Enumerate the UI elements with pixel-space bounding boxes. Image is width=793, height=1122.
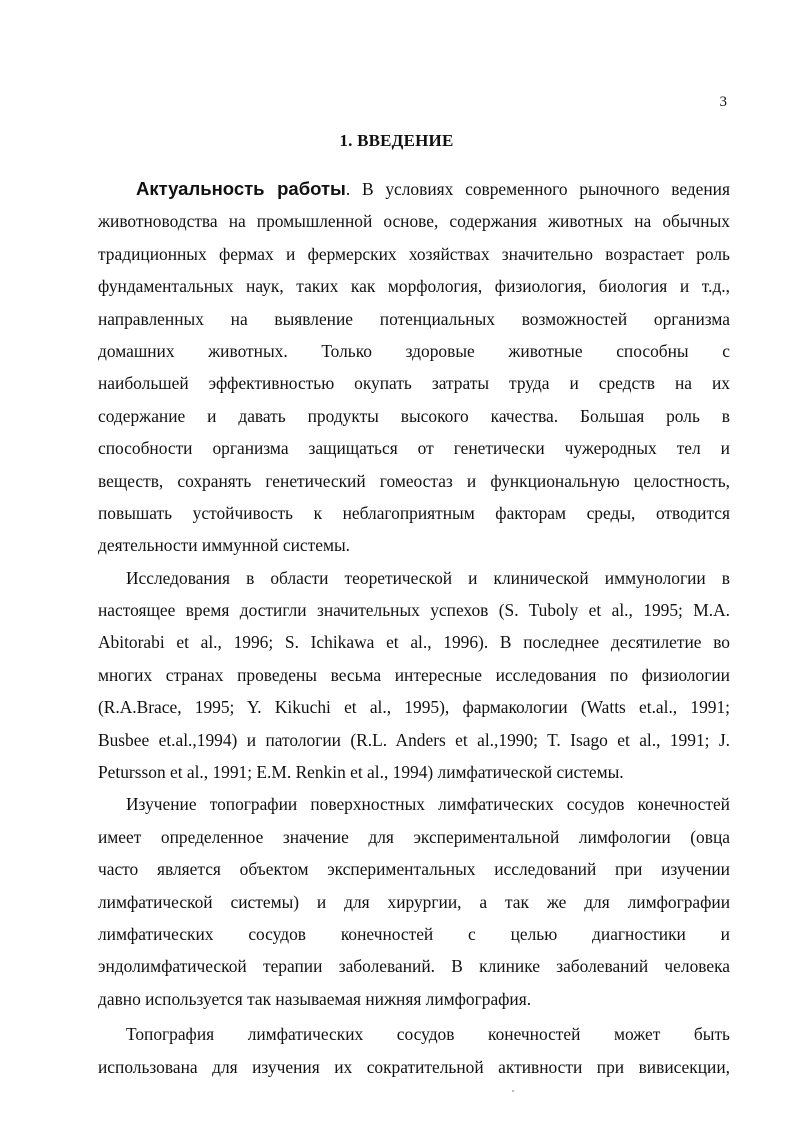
paragraph-1-line-1: Актуальность работы. В условиях современного рыночного ведения: [136, 178, 730, 199]
paragraph-1-line: фундаментальных наук, таких как морфология, физиология, биология и т.д.,: [98, 276, 730, 297]
paragraph-2-line: Abitorabi et al., 1996; S. Ichikawa et al., 1996). В последнее десятилетие во: [98, 632, 730, 653]
paragraph-1-line: деятельности иммунной системы.: [98, 535, 350, 556]
paragraph-1-line: повышать устойчивость к неблагоприятным факторам среды, отводится: [98, 502, 730, 523]
paragraph-1-line: направленных на выявление потенциальных возможностей организма: [98, 308, 730, 329]
paragraph-3-line: Изучение топографии поверхностных лимфатических сосудов конечностей: [126, 794, 730, 815]
paragraph-2-line: настоящее время достигли значительных успехов (S. Tuboly et al., 1995; M.A.: [98, 600, 730, 621]
paragraph-1-line: веществ, сохранять генетический гомеостаз и функциональную целостность,: [98, 470, 730, 491]
paragraph-3-line: лимфатических сосудов конечностей с целью диагностики и: [98, 923, 730, 944]
body-text: [98, 173, 730, 1083]
section-heading: 1. ВВЕДЕНИЕ: [339, 131, 454, 150]
paragraph-3-line: давно используется так называемая нижняя лимфография.: [98, 988, 532, 1009]
paragraph-2-line: Исследования в области теоретической и клинической иммунологии в: [126, 567, 730, 588]
page-number: 3: [719, 94, 727, 110]
paragraph-1-line: способности организма защищаться от генетически чужеродных тел и: [98, 438, 730, 459]
paragraph-1-line: животноводства на промышленной основе, содержания животных на обычных: [98, 211, 730, 232]
paragraph-1-line: содержание и давать продукты высокого качества. Большая роль в: [98, 405, 730, 426]
paragraph-3-line: имеет определенное значение для экспериментальной лимфологии (овца: [98, 826, 730, 847]
paragraph-3-line: эндолимфатической терапии заболеваний. В клинике заболеваний человека: [98, 956, 730, 977]
paragraph-4-line: Топография лимфатических сосудов конечностей может быть: [126, 1024, 730, 1045]
paragraph-2-line: многих странах проведены весьма интересные исследования по физиологии: [98, 664, 730, 685]
lead-phrase: Актуальность работы: [136, 178, 346, 199]
paragraph-4-line: использована для изучения их сократительной активности при вивисекции,: [98, 1056, 730, 1077]
paragraph-2-line: (R.A.Brace, 1995; Y. Kikuchi et al., 1995), фармакологии (Watts et.al., 1991;: [98, 697, 730, 718]
paragraph-2-line: Petursson et al., 1991; E.M. Renkin et al., 1994) лимфатической системы.: [98, 762, 624, 783]
paragraph-3-line: лимфатической системы) и для хирургии, а так же для лимфографии: [98, 891, 730, 912]
paragraph-2-line: Busbee et.al.,1994) и патологии (R.L. Anders et al.,1990; T. Isago et al., 1991; J.: [98, 729, 730, 750]
paragraph-1-line: традиционных фермах и фермерских хозяйствах значительно возрастает роль: [98, 243, 730, 264]
paragraph-1-line: домашних животных. Только здоровые животные способны с: [98, 340, 730, 361]
paragraph-1-line: наибольшей эффективностью окупать затраты труда и средств на их: [98, 373, 730, 394]
paragraph-3-line: часто является объектом экспериментальных исследований при изучении: [98, 859, 730, 880]
scan-speck: [512, 1090, 514, 1092]
